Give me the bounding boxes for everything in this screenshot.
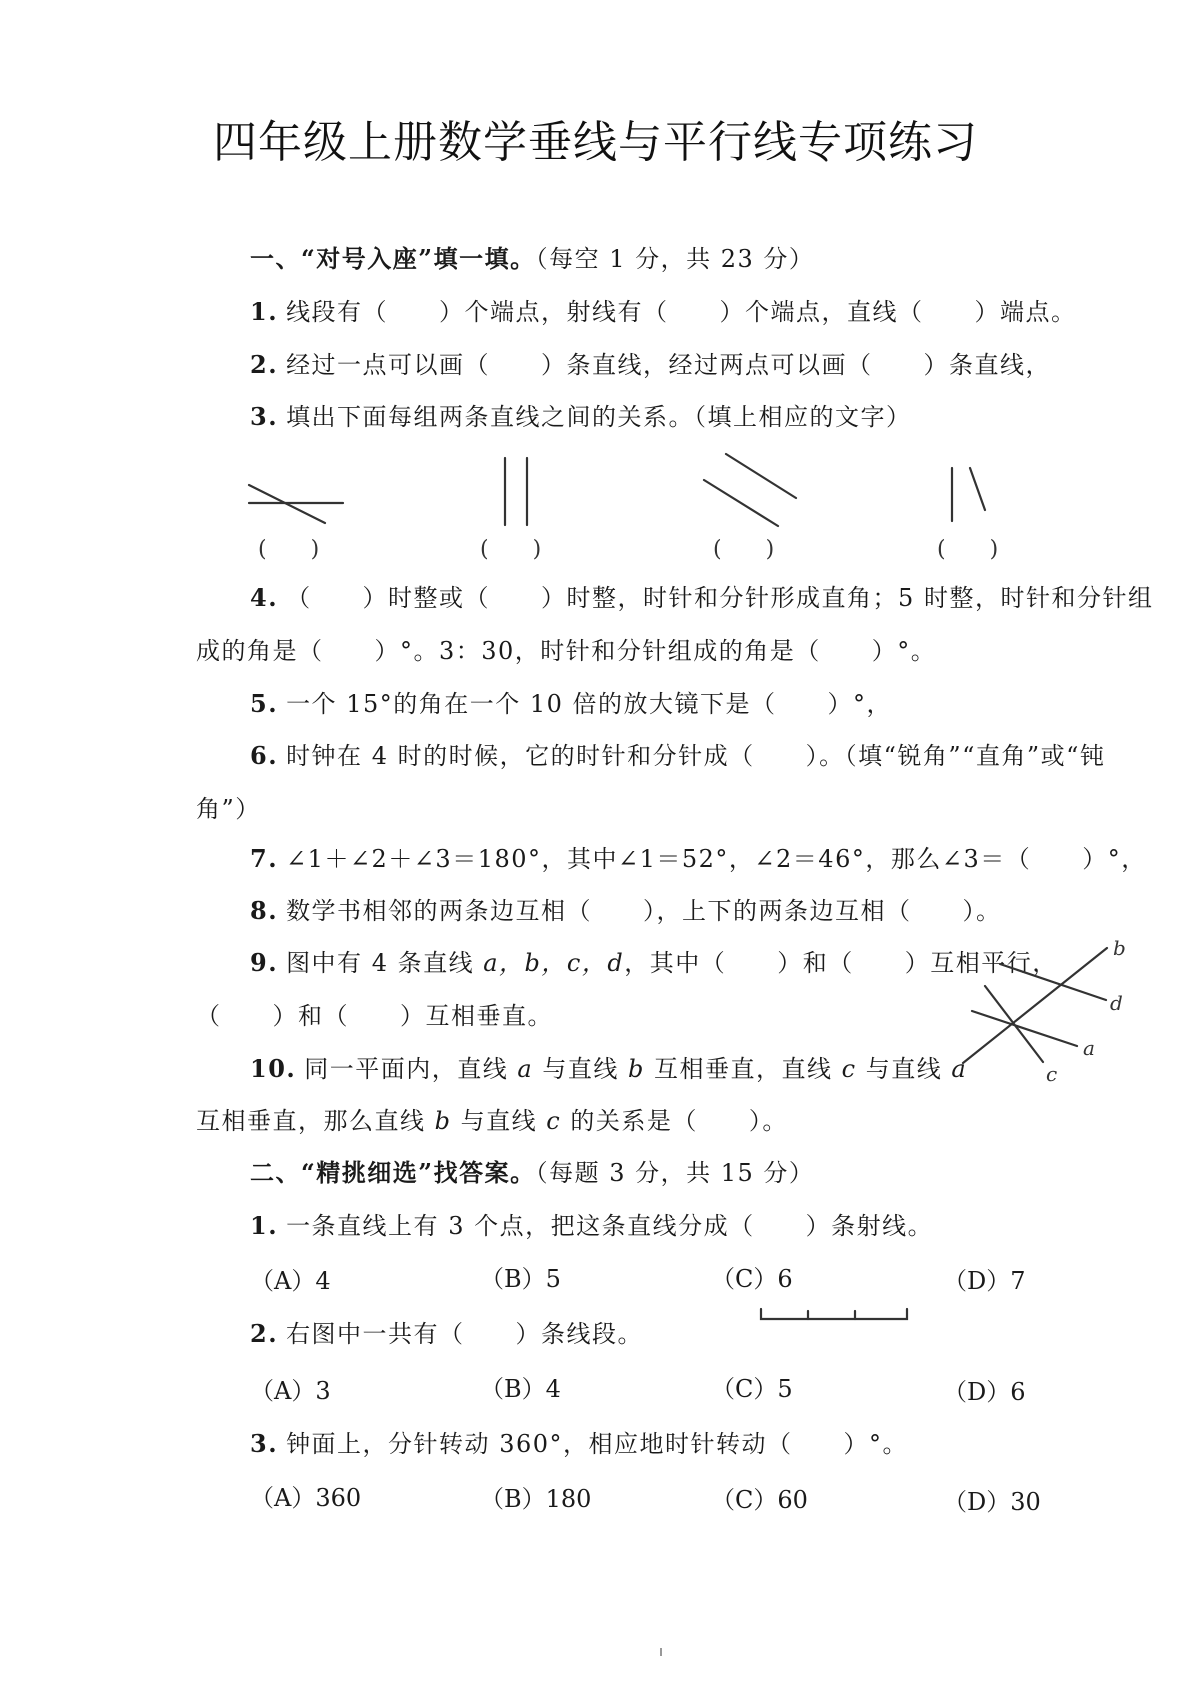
var-a: a [517,1055,534,1083]
question-text: 一条直线上有 3 个点，把这条直线分成（ ）条射线。 [286,1212,934,1240]
line-variables: a，b，c，d [483,949,625,977]
label-c: c [1046,1062,1058,1086]
question-1-9-line-2: （ ）和（ ）互相垂直。 [196,1002,553,1030]
question-text: 与直线 [533,1055,628,1083]
question-1-2 [250,350,1051,380]
question-text: 经过一点可以画（ ）条直线，经过两点可以画（ ）条直线， [286,351,1052,379]
question-1-7 [250,844,1147,874]
option-c[interactable]: （C）6 [711,1265,793,1293]
question-text: 填出下面每组两条直线之间的关系。（填上相应的文字） [286,403,912,431]
question-number: 1. [250,297,279,326]
question-text: 图中有 4 条直线 [286,949,484,977]
section-2-title: 二、“精挑细选”找答案。 [250,1158,536,1187]
label-a: a [1083,1036,1095,1060]
question-number: 1. [250,1211,279,1240]
question-1-4-line-1 [250,583,1153,613]
question-number: 7. [250,844,279,873]
question-text: 线段有（ ）个端点，射线有（ ）个端点，直线（ ）端点。 [286,298,1077,326]
question-number: 9. [250,948,279,977]
question-text: 数学书相邻的两条边互相（ ），上下的两条边互相（ ）。 [286,897,1002,925]
question-text: 互相垂直，直线 [644,1055,842,1083]
question-1-1 [250,297,1077,327]
question-number: 8. [250,896,279,925]
question-2-1 [250,1211,933,1241]
section-1-title: 一、“对号入座”填一填。 [250,244,536,273]
section-2-heading [250,1158,814,1188]
question-number: 10. [250,1054,297,1083]
question-text: ∠1＋∠2＋∠3＝180°，其中∠1＝52°，∠2＝46°，那么∠3＝（ ）°， [286,845,1147,873]
question-text: 同一平面内，直线 [304,1055,518,1083]
question-number: 3. [250,402,279,431]
option-a[interactable]: （A）360 [250,1484,362,1512]
figure-non-parallel-lines [945,465,995,535]
var-c: c [546,1107,562,1135]
question-2-2 [250,1319,643,1349]
option-c[interactable]: （C）60 [711,1486,808,1514]
question-text: 与直线 [856,1055,952,1083]
var-b: b [627,1055,645,1083]
option-b[interactable]: （B）5 [480,1265,561,1293]
question-2-3 [250,1429,908,1459]
question-number: 2. [250,350,279,379]
question-1-6-line-1 [250,741,1105,771]
question-text: 右图中一共有（ ）条线段。 [286,1320,644,1348]
question-number: 2. [250,1319,279,1348]
question-text: 互相垂直，那么直线 [196,1107,435,1135]
question-text: 钟面上，分针转动 360°，相应地时针转动（ ）°。 [286,1430,908,1458]
question-text: 的关系是（ ）。 [561,1107,788,1135]
option-b[interactable]: （B）4 [480,1375,561,1403]
question-text: ，其中（ ）和（ ）互相平行， [624,949,1058,977]
var-b: b [434,1107,452,1135]
question-text: 一个 15°的角在一个 10 倍的放大镜下是（ ）°， [286,690,893,718]
figure-segment-with-points [758,1306,918,1326]
label-d: d [1110,991,1123,1015]
option-d[interactable]: （D）30 [943,1488,1041,1516]
option-c[interactable]: （C）5 [711,1375,793,1403]
question-number: 4. [250,583,279,612]
question-1-9-line-1 [250,948,1058,978]
option-a[interactable]: （A）3 [250,1377,331,1405]
var-c: c [841,1055,857,1083]
question-1-8 [250,896,1002,926]
answer-blank-fig-2[interactable]: ( ) [480,537,542,562]
scan-mark [660,1648,662,1656]
option-d[interactable]: （D）6 [943,1378,1026,1406]
figure-intersecting-lines [245,465,355,535]
option-d[interactable]: （D）7 [943,1267,1026,1295]
option-b[interactable]: （B）180 [480,1485,592,1513]
question-number: 5. [250,689,279,718]
option-a[interactable]: （A）4 [250,1267,331,1295]
question-text: （ ）时整或（ ）时整，时针和分针形成直角；5 时整，时针和分针组 [286,584,1154,612]
question-1-5 [250,689,892,719]
section-1-heading [250,244,814,274]
question-number: 6. [250,741,279,770]
section-2-score-note: （每题 3 分，共 15 分） [535,1159,815,1187]
answer-blank-fig-4[interactable]: ( ) [937,537,999,562]
question-text: 与直线 [451,1107,547,1135]
question-number: 3. [250,1429,279,1458]
answer-blank-fig-1[interactable]: ( ) [258,537,320,562]
section-1-score-note: （每空 1 分，共 23 分） [535,245,815,273]
question-1-6-line-2: 角”） [196,795,261,823]
answer-blank-fig-3[interactable]: ( ) [713,537,775,562]
var-a: a [951,1055,968,1083]
question-1-10-line-2 [196,1106,788,1136]
figure-four-lines-abcd [960,938,1140,1088]
question-1-3 [250,402,912,432]
figure-parallel-diagonal-lines [700,450,810,540]
question-1-4-line-2: 成的角是（ ）°。3：30，时针和分针组成的角是（ ）°。 [196,637,937,665]
question-text: 时钟在 4 时的时候，它的时针和分针成（ ）。（填“锐角”“直角”或“钝 [286,742,1106,770]
page-title: 四年级上册数学垂线与平行线专项练习 [213,117,978,168]
label-b: b [1113,936,1126,960]
question-1-10-line-1 [250,1054,967,1084]
